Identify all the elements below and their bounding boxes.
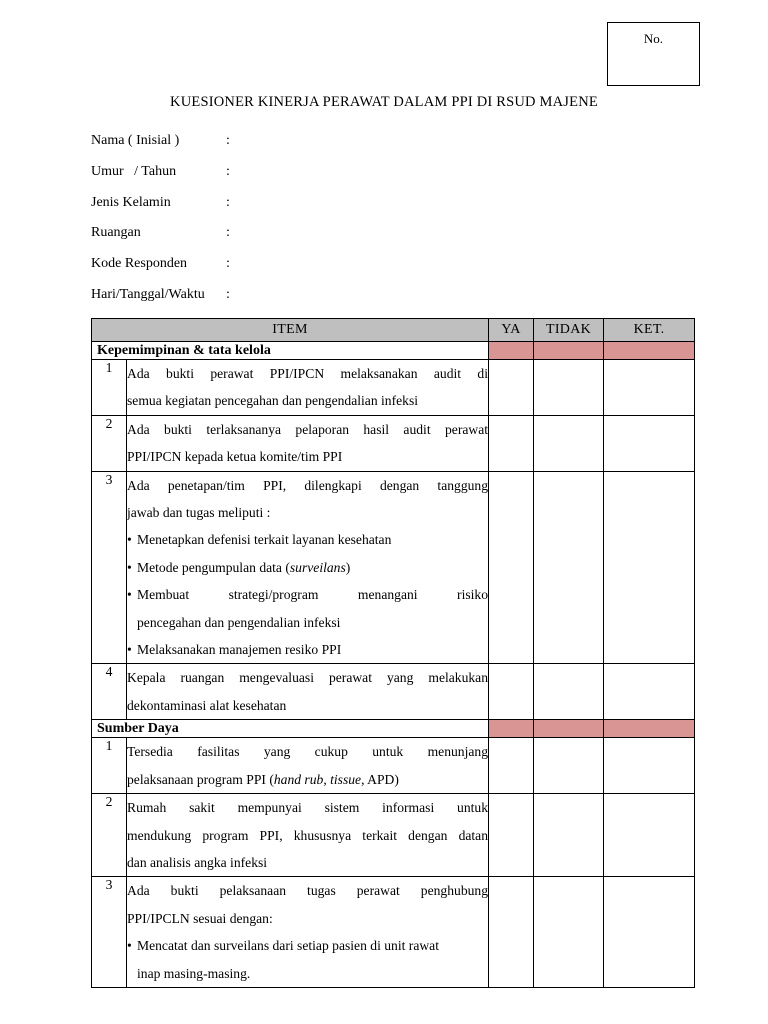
ket-cell[interactable] [604,360,695,416]
bullet-continuation: pencegahan dan pengendalian infeksi [137,614,341,630]
item-number: 2 [92,415,127,471]
item-line: Tersedia fasilitas yang cukup untuk menunjang [127,744,489,760]
ya-cell[interactable] [489,360,534,416]
bullet-text: Mencatat dan surveilans dari setiap pasien di unit rawat [137,938,439,954]
tidak-cell[interactable] [534,794,604,877]
bullet-continuation: inap masing-masing. [137,965,251,981]
field-colon: : [226,163,230,179]
ket-cell[interactable] [604,877,695,988]
number-box [607,22,700,86]
field-label: Nama ( Inisial ) [91,133,180,148]
item-number: 3 [92,471,127,664]
item-line [127,766,488,793]
table-row [92,471,695,664]
field-colon: : [226,256,230,272]
ket-cell[interactable] [604,471,695,664]
item-line: mendukung program PPI, khususnya terkait dengan datan [127,827,489,843]
bullet-item [127,526,488,553]
header-tidak: TIDAK [534,319,604,342]
bullet-text-part: Metode pengumpulan data ( [137,559,290,575]
shaded-cell [534,720,604,738]
field-label: Umur / Tahun [91,163,177,179]
item-line: PPI/IPCN kepada ketua komite/tim PPI [127,449,343,465]
bullet-text: Membuat strategi/program menangani risiko [137,587,489,603]
ya-cell[interactable] [489,794,534,877]
bullet-icon: • [127,587,132,603]
table-row [92,360,695,416]
section-row-sumber-daya [92,720,695,738]
item-text [127,664,489,720]
page-title: KUESIONER KINERJA PERAWAT DALAM PPI DI RSUD MAJENE [170,94,598,110]
shaded-cell [604,342,695,360]
item-line: semua kegiatan pencegahan dan pengendalian infeksi [127,393,419,409]
ya-cell[interactable] [489,415,534,471]
item-number: 2 [92,794,127,877]
ket-cell[interactable] [604,738,695,794]
bullet-text-italic: surveilans [289,559,346,575]
item-line: Ada penetapan/tim PPI, dilengkapi dengan tanggung [127,477,489,493]
tidak-cell[interactable] [534,877,604,988]
item-line: dan analisis angka infeksi [127,854,268,870]
item-line: PPI/IPCLN sesuai dengan: [127,910,273,926]
table-row [92,794,695,877]
ket-cell[interactable] [604,794,695,877]
field-colon: : [226,194,230,210]
tidak-cell[interactable] [534,664,604,720]
ket-cell[interactable] [604,664,695,720]
item-text-italic: tissue [330,771,362,787]
table-header-row [92,319,695,342]
ya-cell[interactable] [489,471,534,664]
item-text [127,738,489,794]
table-row [92,877,695,988]
bullet-icon: • [127,559,132,575]
bullet-item [127,554,488,581]
shaded-cell [489,720,534,738]
item-text [127,877,489,988]
field-colon: : [226,225,230,241]
tidak-cell[interactable] [534,738,604,794]
item-line: Rumah sakit mempunyai sistem informasi untuk [127,800,489,816]
item-text-part: , [323,771,331,787]
ya-cell[interactable] [489,877,534,988]
ya-cell[interactable] [489,738,534,794]
questionnaire-table [91,318,695,988]
item-line: jawab dan tugas meliputi : [127,505,271,521]
header-ya: YA [489,319,534,342]
item-text [127,415,489,471]
bullet-item [127,581,488,608]
item-text-part: pelaksanaan program PPI ( [127,771,274,787]
shaded-cell [604,720,695,738]
bullet-text-part: ) [345,559,351,575]
bullet-text [137,554,488,581]
bullet-text: Menetapkan defenisi terkait layanan kesehatan [137,532,392,548]
section-title: Kepemimpinan & tata kelola [92,342,489,360]
item-text [127,471,489,664]
header-ket: KET. [604,319,695,342]
header-item: ITEM [92,319,489,342]
field-colon: : [226,286,230,302]
item-text [127,360,489,416]
item-text-part: , APD) [361,771,399,787]
shaded-cell [489,342,534,360]
item-line: Ada bukti pelaksanaan tugas perawat penghubung [127,883,489,899]
item-number: 4 [92,664,127,720]
item-line: Ada bukti perawat PPI/IPCN melaksanakan audit di [127,366,489,381]
item-text-italic: hand rub [273,771,324,787]
ket-cell[interactable] [604,415,695,471]
number-box-label: No. [643,31,664,46]
table-row [92,664,695,720]
item-number: 1 [92,360,127,416]
item-line: Ada bukti terlaksananya pelaporan hasil audit perawat [127,421,489,437]
item-line: dekontaminasi alat kesehatan [127,697,287,713]
bullet-item [127,932,488,959]
shaded-cell [534,342,604,360]
field-label: Hari/Tanggal/Waktu [91,286,205,302]
tidak-cell[interactable] [534,360,604,416]
bullet-icon: • [127,938,132,954]
item-number: 1 [92,738,127,794]
item-line: Kepala ruangan mengevaluasi perawat yang melakukan [127,670,489,686]
table-row [92,738,695,794]
field-label: Ruangan [91,225,141,241]
item-text [127,794,489,877]
field-label: Kode Responden [91,256,188,272]
section-row-kepemimpinan [92,342,695,360]
bullet-item [127,636,488,663]
item-number: 3 [92,877,127,988]
field-colon: : [226,133,230,148]
table-row [92,415,695,471]
bullet-icon: • [127,532,132,548]
section-title: Sumber Daya [92,720,489,738]
field-label: Jenis Kelamin [91,194,171,210]
bullet-icon: • [127,642,132,658]
ya-cell[interactable] [489,664,534,720]
tidak-cell[interactable] [534,471,604,664]
tidak-cell[interactable] [534,415,604,471]
bullet-text: Melaksanakan manajemen resiko PPI [137,642,342,658]
